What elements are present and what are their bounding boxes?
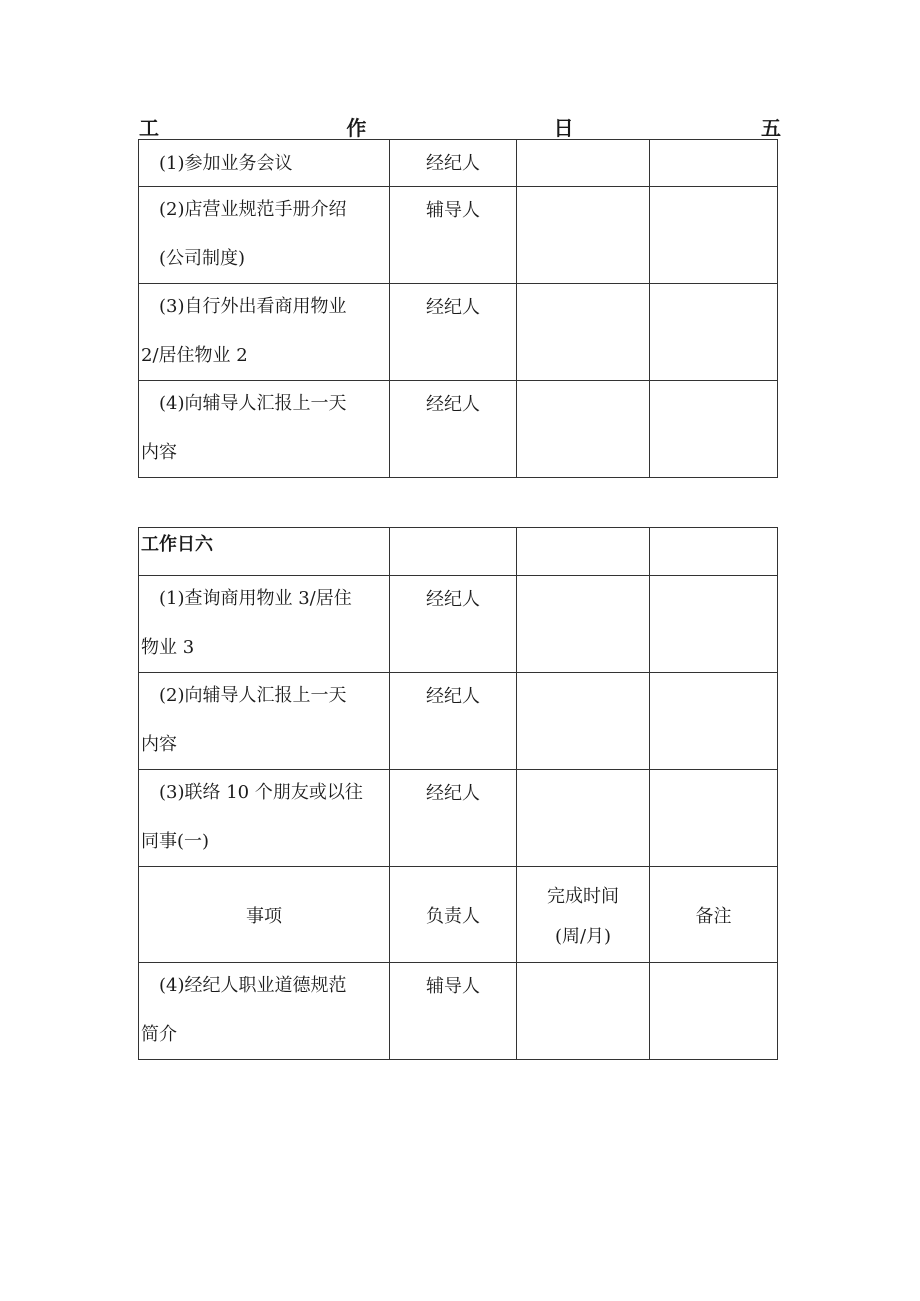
column-header-row	[139, 867, 778, 963]
time-cell	[517, 140, 650, 187]
owner-cell	[390, 576, 517, 673]
item-cell	[139, 284, 390, 381]
header-remark-label: 备注	[695, 905, 732, 927]
owner-cell	[390, 770, 517, 867]
owner-text: 辅导人	[426, 976, 480, 997]
time-cell	[517, 770, 650, 867]
time-cell	[517, 381, 650, 478]
time-cell	[517, 187, 650, 284]
remark-cell	[650, 673, 778, 770]
item-text-continued: (公司制度)	[159, 248, 246, 269]
table-row	[139, 576, 778, 673]
header-time-label: 完成时间	[547, 885, 619, 907]
day5-heading	[139, 112, 781, 140]
header-item	[139, 867, 390, 963]
item-text-continued: 内容	[141, 442, 177, 463]
table-row	[139, 187, 778, 284]
table-row	[139, 381, 778, 478]
owner-text: 经纪人	[426, 589, 480, 610]
owner-text: 经纪人	[426, 394, 480, 415]
item-cell	[139, 963, 390, 1060]
item-text: (2)店营业规范手册介绍	[159, 199, 347, 220]
owner-text: 辅导人	[426, 200, 480, 221]
header-remark	[650, 867, 778, 963]
table-row	[139, 770, 778, 867]
item-text: (1)查询商用物业 3/居住	[159, 588, 352, 609]
day5-table	[138, 139, 778, 478]
time-cell	[517, 284, 650, 381]
header-time-unit: (周/月)	[554, 925, 612, 947]
day6-table	[138, 527, 778, 1060]
item-text-continued: 同事(一)	[141, 831, 210, 852]
owner-text: 经纪人	[426, 297, 480, 318]
item-cell	[139, 576, 390, 673]
table-row	[139, 673, 778, 770]
empty-cell	[390, 528, 517, 576]
item-text: (2)向辅导人汇报上一天	[159, 685, 347, 706]
item-text-continued: 简介	[141, 1024, 177, 1045]
item-text-continued: 内容	[141, 734, 177, 755]
day5-heading-char: 作	[346, 116, 367, 140]
owner-text: 经纪人	[426, 783, 480, 804]
header-time	[517, 867, 650, 963]
item-text: (1)参加业务会议	[159, 153, 293, 174]
owner-text: 经纪人	[426, 686, 480, 707]
item-text: (4)向辅导人汇报上一天	[159, 393, 347, 414]
day5-heading-char: 工	[139, 116, 159, 140]
item-cell	[139, 187, 390, 284]
owner-text: 经纪人	[426, 153, 480, 174]
day5-heading-char: 日	[553, 116, 574, 140]
table-row	[139, 284, 778, 381]
owner-cell	[390, 140, 517, 187]
empty-cell	[650, 528, 778, 576]
empty-cell	[517, 528, 650, 576]
owner-cell	[390, 187, 517, 284]
remark-cell	[650, 140, 778, 187]
owner-cell	[390, 673, 517, 770]
header-item-label: 事项	[246, 905, 282, 927]
remark-cell	[650, 284, 778, 381]
remark-cell	[650, 381, 778, 478]
item-cell	[139, 770, 390, 867]
day5-heading-char: 五	[760, 116, 781, 140]
remark-cell	[650, 576, 778, 673]
item-text-continued: 物业 3	[141, 637, 195, 658]
table-row	[139, 963, 778, 1060]
owner-cell	[390, 381, 517, 478]
item-text: (4)经纪人职业道德规范	[159, 975, 347, 996]
remark-cell	[650, 770, 778, 867]
item-text: (3)联络 10 个朋友或以往	[159, 782, 363, 803]
item-cell	[139, 673, 390, 770]
day6-title: 工作日六	[141, 534, 213, 555]
time-cell	[517, 963, 650, 1060]
time-cell	[517, 576, 650, 673]
remark-cell	[650, 187, 778, 284]
remark-cell	[650, 963, 778, 1060]
item-text-continued: 2/居住物业 2	[141, 345, 248, 366]
owner-cell	[390, 963, 517, 1060]
item-text: (3)自行外出看商用物业	[159, 296, 347, 317]
header-owner	[390, 867, 517, 963]
item-cell	[139, 381, 390, 478]
header-owner-label: 负责人	[426, 905, 480, 927]
time-cell	[517, 673, 650, 770]
owner-cell	[390, 284, 517, 381]
